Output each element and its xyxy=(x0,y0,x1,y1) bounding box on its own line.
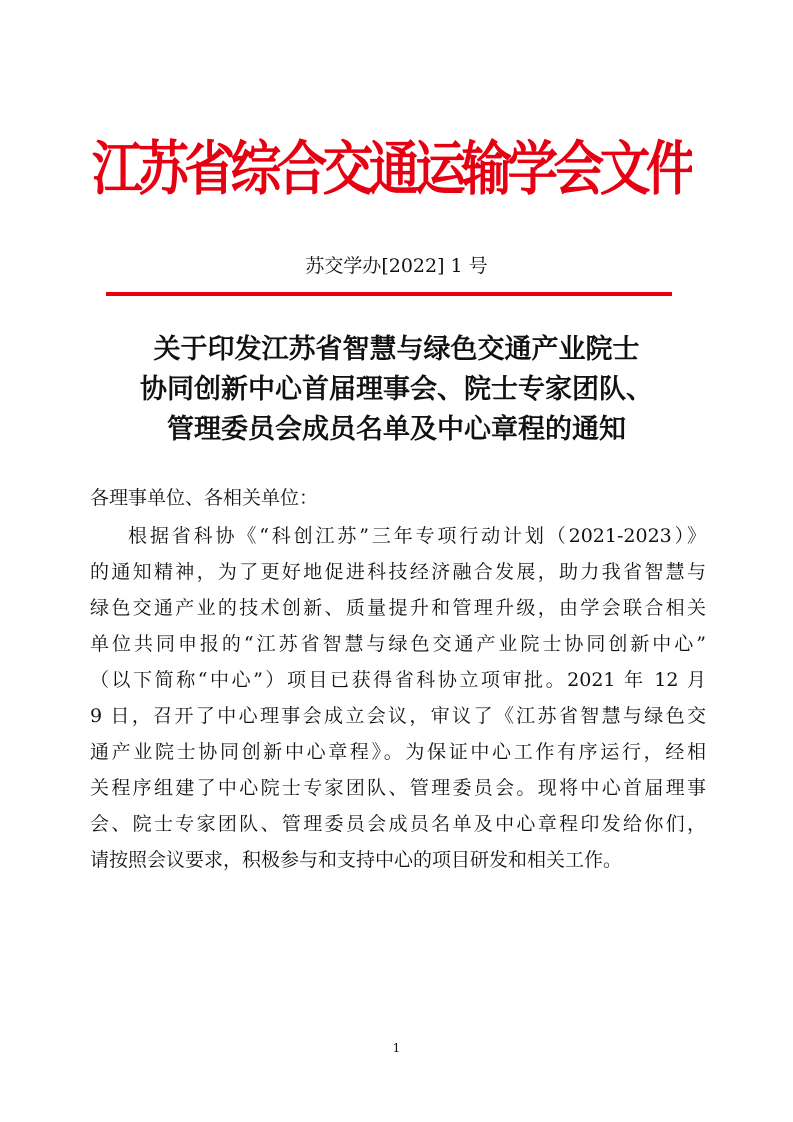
red-divider-line xyxy=(106,292,672,296)
body-line: 请按照会议要求，积极参与和支持中心的项目研发和相关工作。 xyxy=(90,849,623,871)
body-line: 的通知精神，为了更好地促进科技经济融合发展，助力我省智慧与 xyxy=(90,561,706,583)
salutation: 各理事单位、各相关单位： xyxy=(90,487,319,509)
page-number: 1 xyxy=(392,1041,401,1055)
body-paragraph xyxy=(90,518,706,878)
title-line-3: 管理委员会成员名单及中心章程的通知 xyxy=(167,414,626,445)
document-number: 苏交学办[2022] 1 号 xyxy=(305,255,488,277)
notice-title xyxy=(80,330,713,450)
title-line-2: 协同创新中心首届理事会、院士专家团队、 xyxy=(140,374,653,405)
body-line: 会、院士专家团队、管理委员会成员名单及中心章程印发给你们， xyxy=(90,813,706,835)
body-line: 通产业院士协同创新中心章程》。为保证中心工作有序运行，经相 xyxy=(90,741,706,763)
body-line: 9 日，召开了中心理事会成立会议，审议了《江苏省智慧与绿色交 xyxy=(90,705,706,727)
body-line: 关程序组建了中心院士专家团队、管理委员会。现将中心首届理事 xyxy=(90,777,706,799)
masthead-title: 江苏省综合交通运输学会文件 xyxy=(92,135,692,204)
body-line: 根据省科协《“科创江苏”三年专项行动计划（2021-2023）》 xyxy=(128,525,706,547)
body-line: （以下简称“中心”）项目已获得省科协立项审批。2021 年 12 月 xyxy=(90,669,706,691)
masthead xyxy=(92,128,692,208)
body-line: 绿色交通产业的技术创新、质量提升和管理升级，由学会联合相关 xyxy=(90,597,706,619)
title-line-1: 关于印发江苏省智慧与绿色交通产业院士 xyxy=(153,334,640,365)
body-line: 单位共同申报的“江苏省智慧与绿色交通产业院士协同创新中心” xyxy=(90,633,706,655)
